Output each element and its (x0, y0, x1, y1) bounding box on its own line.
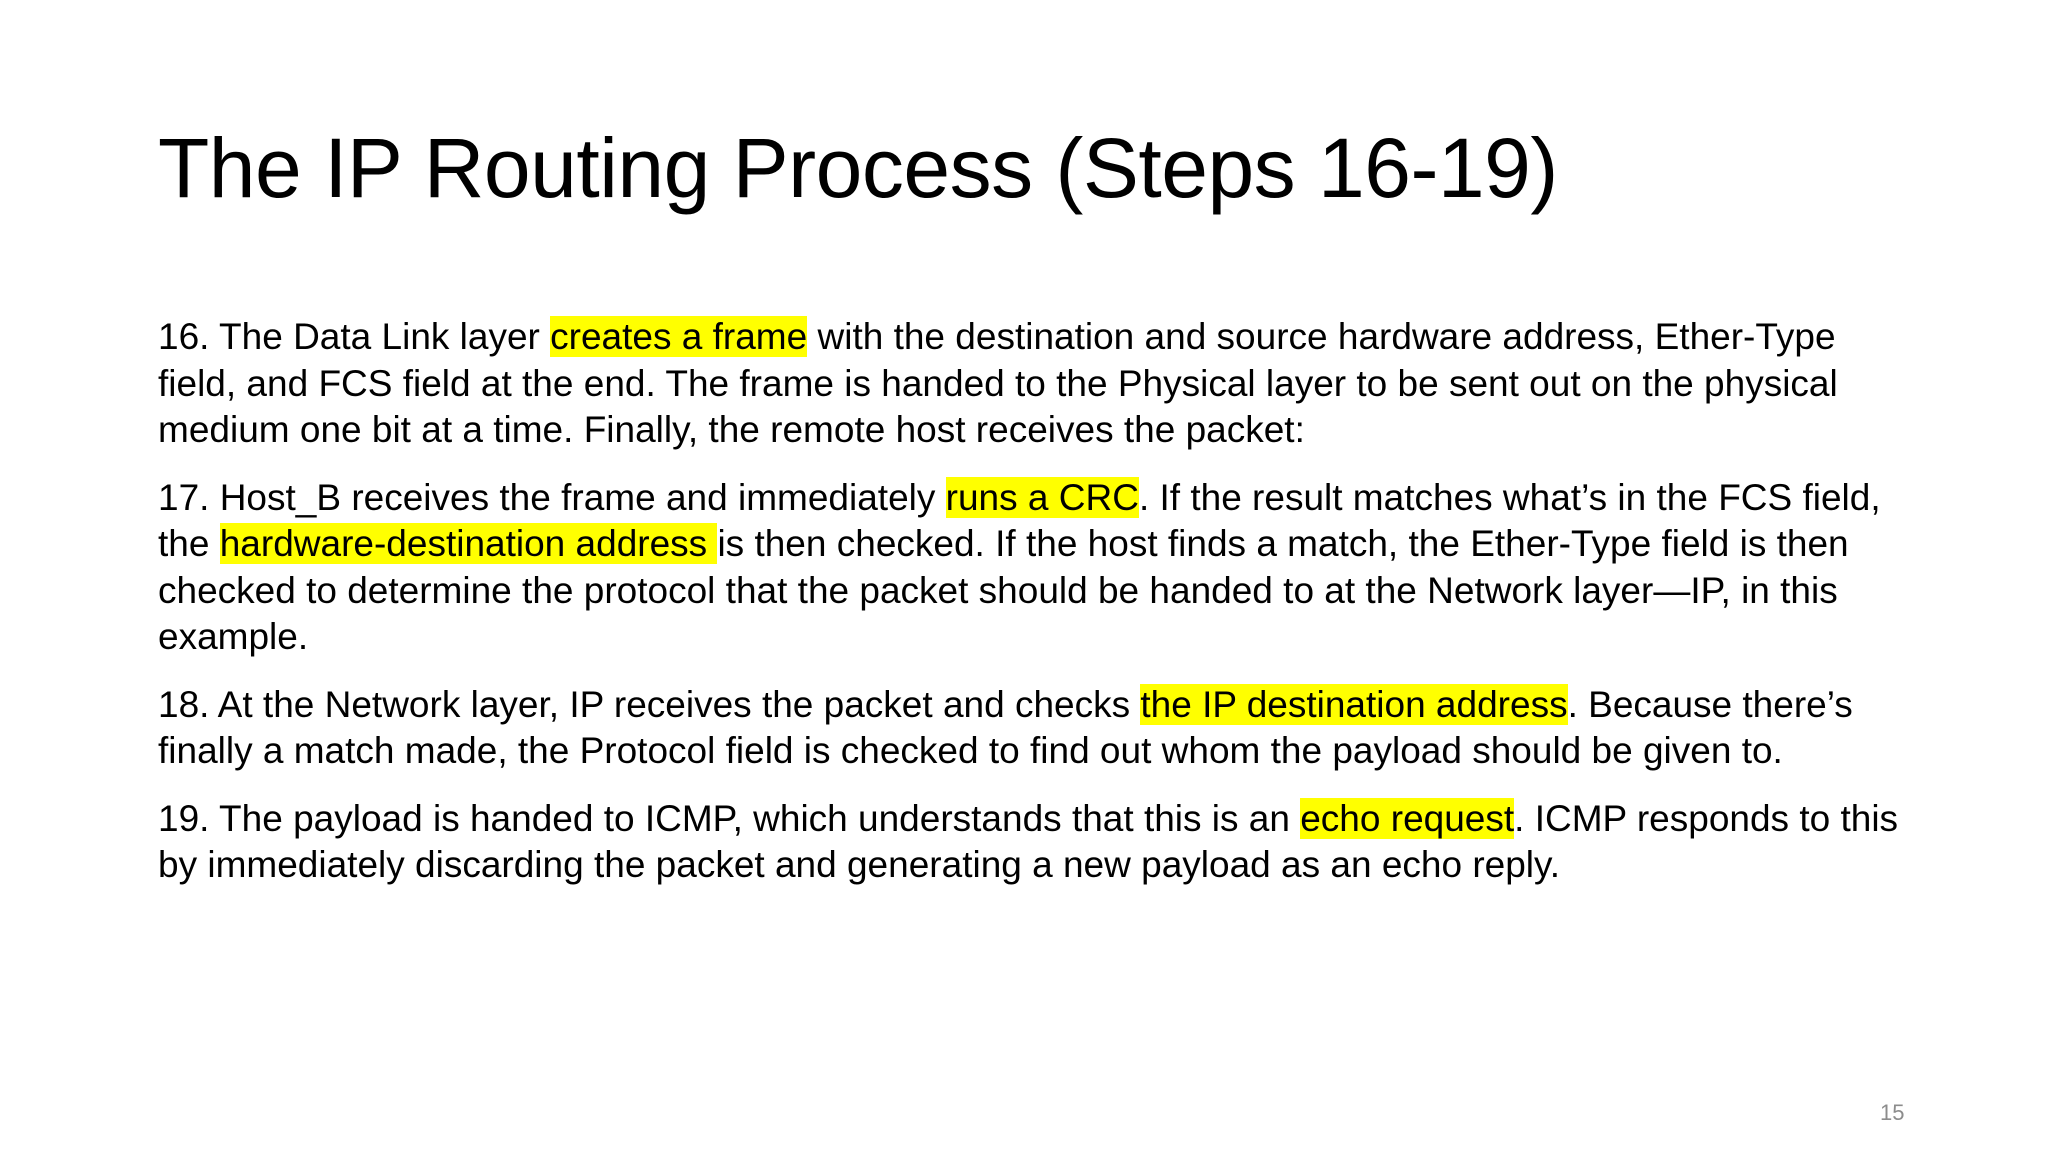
step-18-text-start: 18. At the Network layer, IP receives the packet and checks (158, 683, 1141, 725)
step-18-paragraph (158, 682, 1918, 775)
step-16-highlight: creates a frame (550, 316, 808, 357)
step-17-text-start: 17. Host_B receives the frame and immediately (158, 476, 946, 518)
step-16-text-end: with the destination and source hardware address, Ether-Type field, and FCS field at the end. The frame is handed to the Physical layer to be sent out on the physical medium one bit at a time. Finally, the remote host receives the packet: (158, 316, 1838, 450)
step-17-highlight-address: hardware-destination address (219, 523, 718, 564)
step-16-text-start: 16. The Data Link layer (158, 316, 551, 357)
step-17-text-end: is then checked. If the host finds a match, the Ether-Type field is then checked to determine the protocol that the packet should be handed to at the Network layer—IP, in this example. (158, 523, 1849, 657)
slide-body (158, 314, 1918, 910)
step-19-text-end: . ICMP responds to this by immediately discarding the packet and generating a new payload as an echo reply. (158, 797, 1899, 885)
step-16-paragraph (158, 314, 1918, 454)
step-18-text-end: . Because there’s finally a match made, the Protocol field is checked to find out whom the payload should be given to. (158, 683, 1853, 771)
step-19-text-start: 19. The payload is handed to ICMP, which understands that this is an (158, 797, 1301, 839)
page-number: 15 (1880, 1100, 1905, 1125)
step-19-paragraph (158, 796, 1918, 889)
step-17-text-middle: . If the result matches what’s in the FCS field, the (158, 476, 1881, 564)
step-19-highlight: echo request (1300, 797, 1515, 839)
step-17-paragraph (158, 475, 1918, 661)
step-17-highlight-crc: runs a CRC (945, 476, 1139, 518)
slide-title: The IP Routing Process (Steps 16-19) (158, 121, 1558, 215)
step-18-highlight: the IP destination address (1140, 683, 1568, 725)
